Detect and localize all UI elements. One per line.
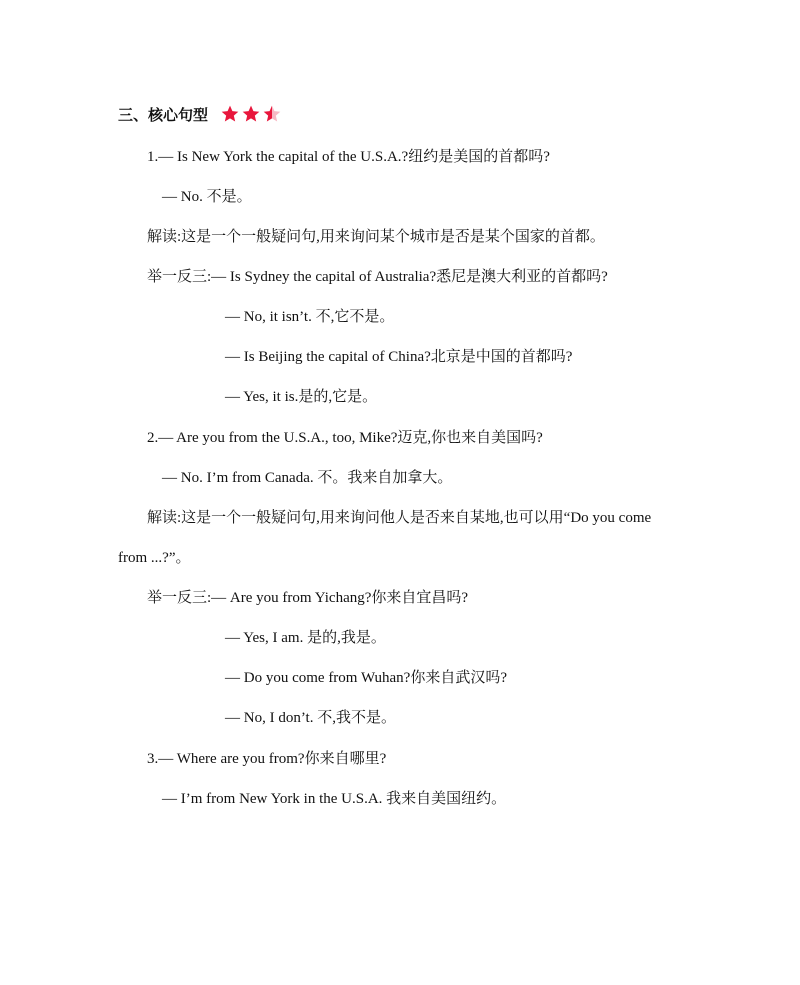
practice-2-question-2: — Do you come from Wuhan?你来自武汉吗? (225, 670, 507, 686)
practice-2-answer-2: — No, I don’t. 不,我不是。 (225, 710, 396, 726)
practice-1-answer-1: — No, it isn’t. 不,它不是。 (225, 309, 395, 325)
difficulty-rating (220, 104, 282, 124)
sentence-3-question: 3.— Where are you from?你来自哪里? (147, 751, 387, 767)
section-title: 三、核心句型 (118, 105, 209, 124)
sentence-2-answer: — No. I’m from Canada. 不。我来自加拿大。 (162, 470, 453, 486)
explanation-2: 解读:这是一个一般疑问句,用来询问他人是否来自某地,也可以用“Do you come (147, 510, 652, 526)
star-icon (241, 104, 261, 124)
practice-1-answer-2: — Yes, it is.是的,它是。 (225, 389, 378, 405)
sentence-2-question: 2.— Are you from the U.S.A., too, Mike?迈克,你也来自美国吗? (147, 430, 543, 446)
explanation-1: 解读:这是一个一般疑问句,用来询问某个城市是否是某个国家的首都。 (147, 229, 605, 245)
sentence-1-answer: — No. 不是。 (162, 189, 252, 205)
sentence-1-question: 1.— Is New York the capital of the U.S.A.?纽约是美国的首都吗? (147, 149, 550, 165)
section-heading (118, 100, 282, 128)
star-icon (220, 104, 240, 124)
practice-2-answer-1: — Yes, I am. 是的,我是。 (225, 630, 386, 646)
practice-2-question-1: 举一反三:— Are you from Yichang?你来自宜昌吗? (147, 590, 469, 606)
practice-1-question-1: 举一反三:— Is Sydney the capital of Australia?悉尼是澳大利亚的首都吗? (147, 269, 608, 285)
practice-1-question-2: — Is Beijing the capital of China?北京是中国的首都吗? (225, 349, 573, 365)
half-star-icon (262, 104, 282, 124)
sentence-3-answer: — I’m from New York in the U.S.A. 我来自美国纽约。 (162, 791, 507, 807)
explanation-2-continued: from ...?”。 (118, 550, 191, 566)
